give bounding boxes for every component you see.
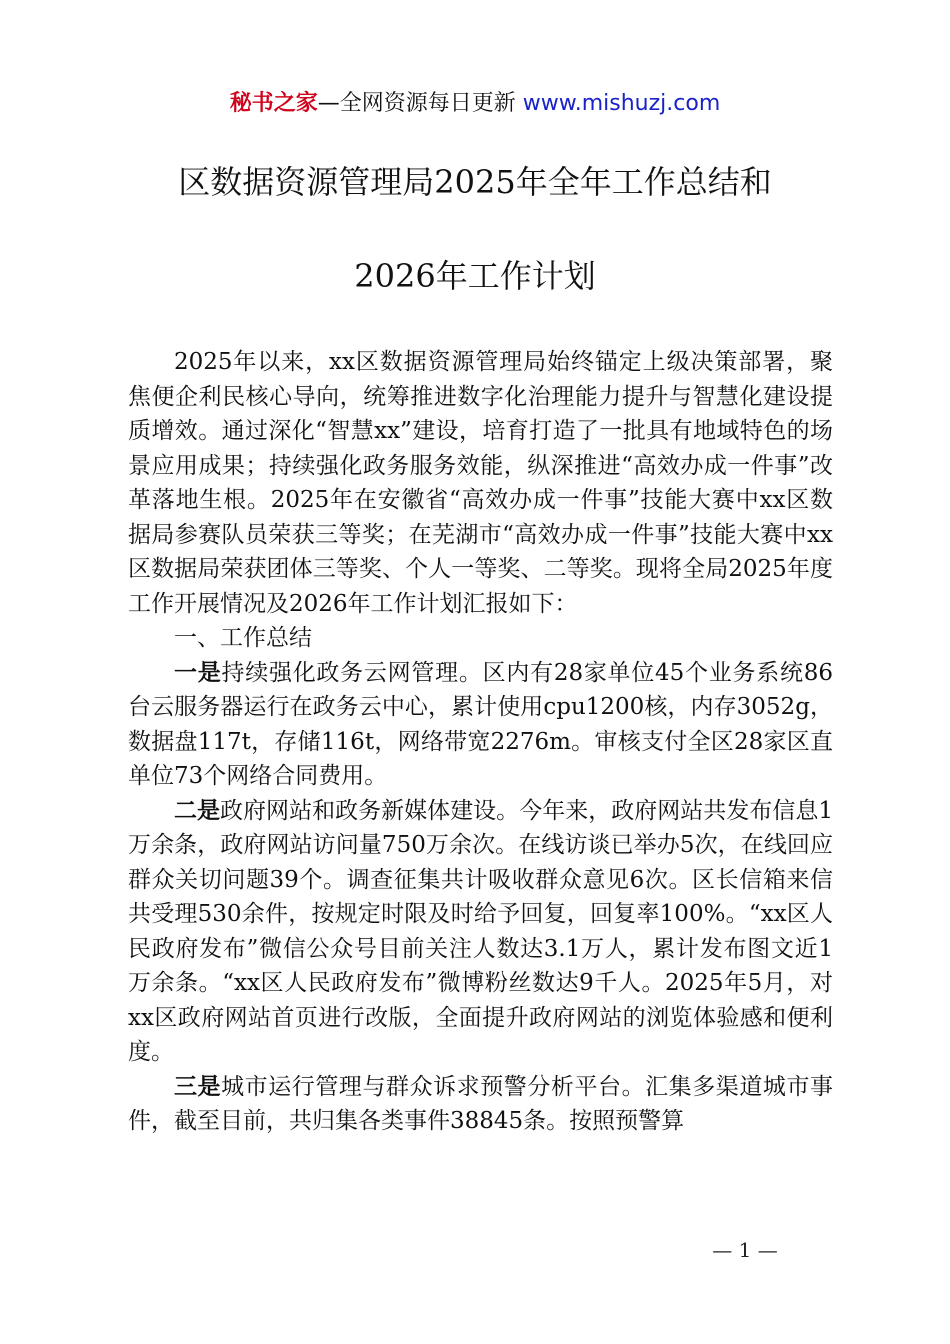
summary-item-1 (128, 656, 833, 794)
site-tagline: —全网资源每日更新 (317, 91, 516, 116)
summary-item-1-text: 持续强化政务云网管理。区内有28家单位45个业务系统86台云服务器运行在政务云中心，累计使用cpu1200核，内存3052g，数据盘117t，存储116t，网络带宽2276m。审核支付全区28家区直单位73个网络合同费用。 (128, 659, 833, 789)
site-brand: 秘书之家 (229, 91, 318, 116)
document-title-line-2: 2026年工作计划 (354, 257, 596, 295)
summary-item-2-text: 政府网站和政务新媒体建设。今年来，政府网站共发布信息1万余条，政府网站访问量750万余次。在线访谈已举办5次，在线回应群众关切问题39个。调查征集共计吸收群众意见6次。区长信箱来信共受理530余件，按规定时限及时给予回复，回复率100%。“xx区人民政府发布”微信公众号目前关注人数达3.1万人，累计发布图文近1万余条。“xx区人民政府发布”微博粉丝数达9千人。2025年5月，对xx区政府网站首页进行改版，全面提升政府网站的浏览体验感和便利度。 (128, 797, 833, 1065)
summary-item-3 (128, 1070, 833, 1139)
summary-item-3-text: 城市运行管理与群众诉求预警分析平台。汇集多渠道城市事件，截至目前，共归集各类事件38845条。按照预警算 (128, 1073, 834, 1134)
site-header (0, 88, 950, 120)
page-number: — 1 — (712, 1238, 778, 1262)
summary-item-2-lead: 二是 (174, 796, 221, 824)
document-title-line-1: 区数据资源管理局2025年全年工作总结和 (178, 163, 772, 201)
intro-paragraph: 2025年以来，xx区数据资源管理局始终锚定上级决策部署，聚焦便企利民核心导向，统筹推进数字化治理能力提升与智慧化建设提质增效。通过深化“智慧xx”建设，培育打造了一批具有地域特色的场景应用成果；持续强化政务服务效能，纵深推进“高效办成一件事”改革落地生根。2025年在安徽省“高效办成一件事”技能大赛中xx区数据局参赛队员荣获三等奖；在芜湖市“高效办成一件事”技能大赛中xx区数据局荣获团体三等奖、个人一等奖、二等奖。现将全局2025年度工作开展情况及2026年工作计划汇报如下： (128, 349, 833, 617)
section-heading-work-summary: 一、工作总结 (174, 625, 312, 651)
document-body (128, 345, 833, 1139)
summary-item-3-lead: 三是 (174, 1072, 222, 1100)
site-url[interactable]: www.mishuzj.com (522, 91, 721, 116)
summary-item-2 (128, 794, 833, 1070)
summary-item-1-lead: 一是 (174, 658, 222, 686)
